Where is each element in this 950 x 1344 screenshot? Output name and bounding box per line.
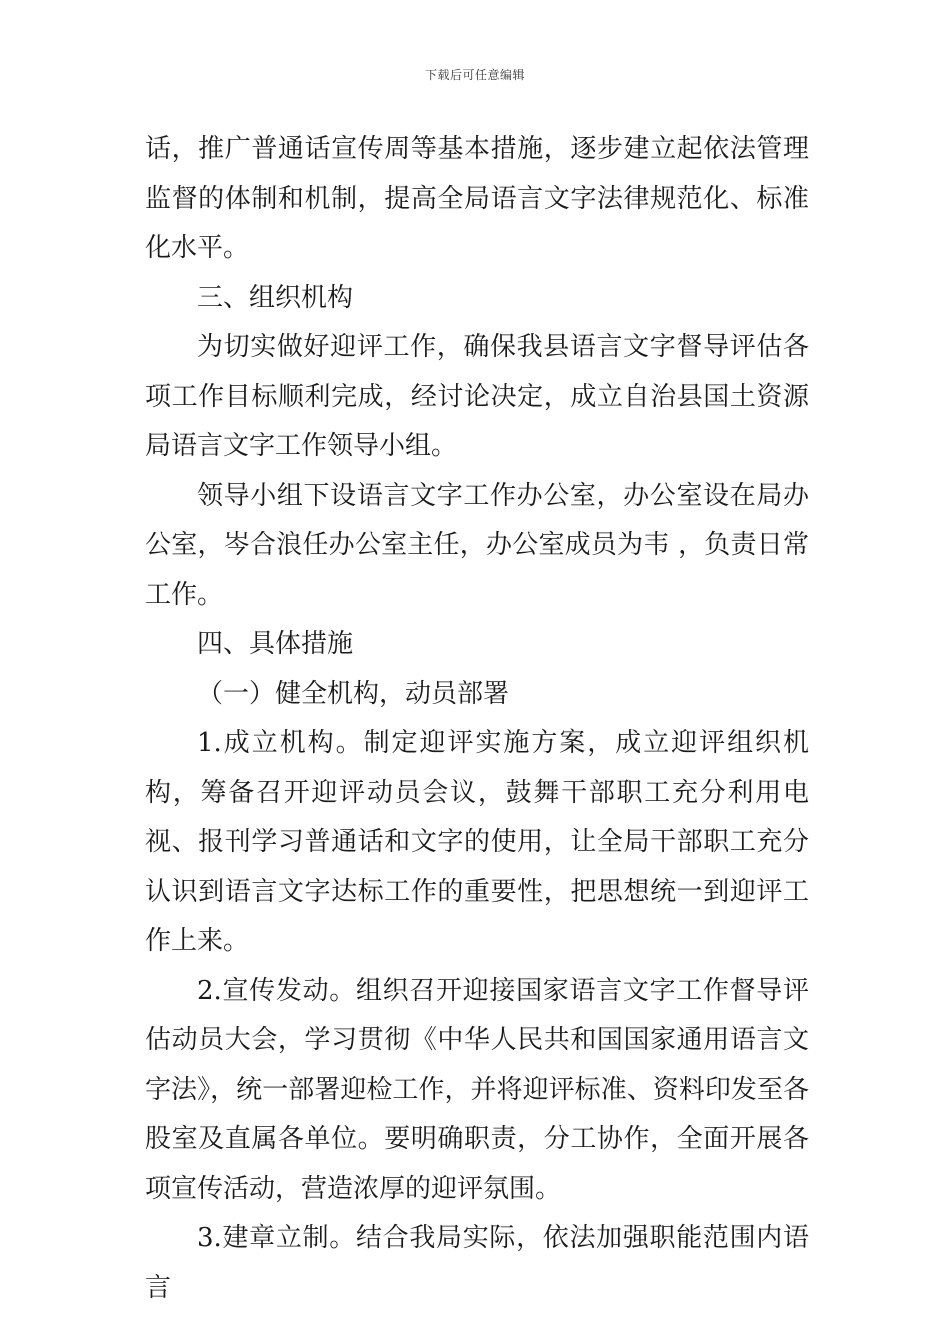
paragraph-item-2: 2.宣传发动。组织召开迎接国家语言文字工作督导评估动员大会，学习贯彻《中华人民共和国国家通用语言文字法》，统一部署迎检工作，并将迎评标准、资料印发至各股室及直属各单位。要明确职责，分工协作，全面开展各项宣传活动，营造浓厚的迎评氛围。: [145, 975, 809, 1204]
paragraph-item-3: 3.建章立制。结合我局实际，依法加强职能范围内语言: [145, 1223, 809, 1303]
document-body: [145, 125, 809, 1313]
paragraph-2: 为切实做好迎评工作，确保我县语言文字督导评估各项工作目标顺利完成，经讨论决定，成立自治县国土资源局语言文字工作领导小组。: [145, 332, 809, 461]
paragraph-3: 领导小组下设语言文字工作办公室，办公室设在局办公室，岑合浪任办公室主任，办公室成员为韦 ，负责日常工作。: [145, 480, 809, 610]
section-heading-4: 四、具体措施: [197, 629, 354, 659]
section-heading-3: 三、组织机构: [197, 282, 354, 313]
subsection-heading-1: （一）健全机构，动员部署: [197, 678, 510, 709]
paragraph-1: 话，推广普通话宣传周等基本措施，逐步建立起依法管理监督的体制和机制，提高全局语言文字法律规范化、标准化水平。: [145, 134, 809, 263]
paragraph-item-1: 1.成立机构。制定迎评实施方案，成立迎评组织机构，筹备召开迎评动员会议，鼓舞干部职工充分利用电视、报刊学习普通话和文字的使用，让全局干部职工充分认识到语言文字达标工作的重要性，把思想统一到迎评工作上来。: [145, 728, 809, 956]
page-header-note: 下载后可任意编辑: [424, 68, 525, 82]
